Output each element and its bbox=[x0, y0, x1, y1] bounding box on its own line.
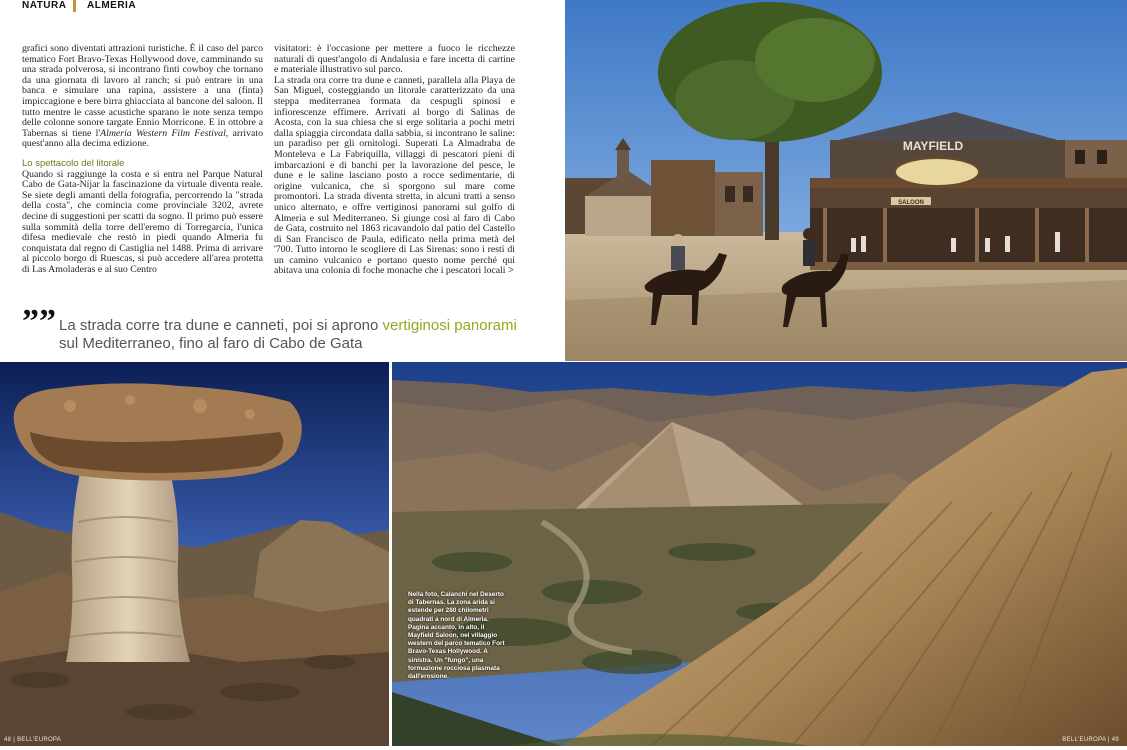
saloon-small-sign: SALOON bbox=[898, 200, 924, 206]
folio-right: BELL'EUROPA | 49 bbox=[1062, 737, 1119, 743]
desert-badlands-photo bbox=[392, 362, 1127, 746]
page-header bbox=[0, 0, 565, 14]
header-divider bbox=[73, 0, 76, 12]
quote-highlight: vertiginosi panorami bbox=[382, 317, 517, 334]
photo-caption: Nella foto, Calanchi nel Deserto di Tabernas. La zona arida si estende per 280 chilometri quadrati a nord di Almeria. Pagina accanto, in alto, il Mayfield Saloon, nel villaggio western del parco tematico Fort Bravo-Texas Hollywood. A sinistra. Un "fungo", una formazione rocciosa plasmata dall'erosione. bbox=[408, 591, 505, 681]
pull-quote-text bbox=[59, 317, 539, 353]
topic-label: ALMERIA bbox=[87, 0, 137, 11]
text-column-right bbox=[274, 44, 515, 277]
quote-part: sul Mediterraneo, fino al faro di Cabo de Gata bbox=[59, 335, 363, 352]
paragraph-text: La strada ora corre tra dune e canneti, parallela alla Playa de San Miguel, costeggiando un litorale caratterizzato da una steppa mediterranea formata da cespugli spinosi e infiorescenze effimere. Arrivati al borgo di Salinas de Acosta, con la sua chiesa che si erge solitaria a pochi metri dalla spiaggia circondata dalla sabbia, si incontrano le saline: un paradiso per gli ornitologi. Superati La Almadraba de Monteleva e La Fabriquilla, villaggi di pescatori pieni di imbarcazioni e di banchi per la lavorazione del pesce, le dune e le saline lasciano posto a rocce sedimentarie, di origine vulcanica, che si sporgono sul mare come promontori. La strada diventa stretta, in alcuni tratti a senso unico alternato, e offre vertiginosi panorami sul golfo di Almeria e sul Mediterraneo. Si giunge così al faro di Cabo de Gata, costruito nel 1863 ricavandolo dal patio del Castello di San Francisco de Paula, edificato nella prima metà del '700. Tutto intorno le scogliere di Las Sirenas: sono i resti di un camino vulcanico e portano questo nome perché qui abitava una colonia di foche monache che i pescatori locali bbox=[274, 74, 515, 277]
paragraph: Quando si raggiunge la costa e si entra nel Parque Natural Cabo de Gata-Níjar la fascinazione da virtuale diventa reale. Se siete degli amanti della fotografia, percorrendo la "strada della costa", che comincia come provinciale 3202, avrete decine di suggestioni per scatti da sogno. Il primo può essere sulla sommità della torre dell'eremo di Torregarcía, l'unica difesa medievale che restò in piedi quando Almeria fu conquistata dal regno di Castiglia nel 1488. Prima di arrivare al piccolo borgo di Ruescas, si può accedere all'area protetta di Las Amoladeras e al suo Centro bbox=[22, 168, 263, 275]
paragraph bbox=[22, 44, 263, 150]
paragraph-text: grafici sono diventati attrazioni turistiche. È il caso del parco tematico Fort Bravo-Texas Hollywood dove, camminando su una strada polverosa, si incontrano finti cowboy che tornano da una giornata di lavoro al ranch; si può entrare in una banca e simulare una rapina, assistere a una (finta) impiccagione e bere birra ghiacciata al bancone del saloon. Il tutto mentre le casse acustiche sparano le note senza tempo delle colonne sonore targate Ennio Morricone. E in ottobre a Tabernas si tiene l' bbox=[22, 43, 263, 139]
saloon-sign-text: MAYFIELD bbox=[902, 139, 964, 153]
saloon-photo bbox=[565, 0, 1127, 361]
quote-mark-icon: ”” bbox=[22, 303, 56, 340]
mushroom-rock-photo bbox=[0, 362, 389, 746]
paragraph-text: , arrivato quest'anno alla decima edizione. bbox=[22, 127, 263, 150]
section-subheading: Lo spettacolo del litorale bbox=[22, 157, 125, 169]
festival-name: Almeria Western Film Festival bbox=[100, 127, 226, 139]
folio-left: 48 | BELL'EUROPA bbox=[4, 737, 62, 743]
section-label: NATURA bbox=[22, 0, 67, 11]
continue-arrow: > bbox=[507, 265, 514, 277]
quote-part: La strada corre tra dune e canneti, poi si aprono bbox=[59, 317, 383, 334]
paragraph: visitatori: è l'occasione per mettere a fuoco le ricchezze naturali di quest'angolo di Andalusia e fare incetta di cartine e materiale illustrativo sul parco. bbox=[274, 43, 515, 76]
paragraph bbox=[274, 76, 515, 277]
text-column-left bbox=[22, 44, 263, 275]
